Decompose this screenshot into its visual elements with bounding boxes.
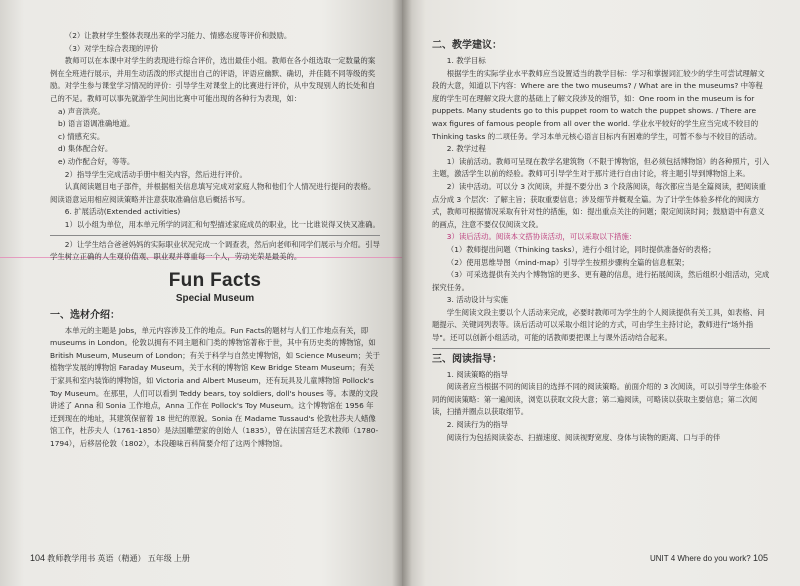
left-page-content xyxy=(50,30,380,451)
section-heading-material: 一、选材介绍： xyxy=(50,309,120,321)
evaluation-paragraph: 教师可以在本课中对学生的表现进行综合评价，选出最佳小组。教师在各小组选取一定数量的案例在全班进行展示，并用生动活泼的形式提出自己的评语，评语应幽默、确切，并佳随不同等级的奖励。对学生参与课堂学习情况的评价：引导学生对课堂上的比赛进行评价，从中发现别人的长处和自己的不足。教师可以事先就游学生间出比赛中可能出现的各种行为表现，如： xyxy=(50,56,376,103)
reading-strategy-heading: 1. 阅读策略的指导 xyxy=(446,369,508,379)
criteria-item: e) 动作配合好，等等。 xyxy=(58,156,135,166)
criteria-item: d) 集体配合好。 xyxy=(58,144,113,154)
evaluation-item-3: （3）对学生综合表现的评价 xyxy=(64,43,159,53)
reading-strategy-paragraph: 阅读者应当根据不同的阅读目的选择不同的阅读策略。前面介绍的 3 次阅读，可以引导学生体验不同的阅读策略：第一遍阅读，浏览以获取文段大意；第二遍阅读，可略读以获取主要信息；第二次阅读，扫描并圈点以获取细节。 xyxy=(432,382,767,417)
post-reading-step: （1）教师提出问题（Thinking tasks），进行小组讨论，同时提供准备好的表格； xyxy=(446,244,716,254)
divider xyxy=(432,348,770,349)
left-page-footer xyxy=(30,552,190,566)
pre-reading-paragraph: 1）读前活动。教师可呈现在教学名建筑物（不限于博物馆，但必须包括博物馆）的各种照片，引入主题，激活学生以前的经验。教师可引导学生对于那片进行自由讨论，将主题引导到博物馆上来。 xyxy=(432,156,770,179)
criteria-item: a) 声音洪亮。 xyxy=(58,106,105,116)
material-intro-paragraph: 本单元的主题是 Jobs，单元内容涉及工作的地点。Fun Facts的题材与人们工作地点有关，即 museums in London。伦敦以拥有不同主题和门类的博物馆著称于世，其中有历史类的博物馆，如 British Museum, Museum of London；有关于科学与自然史博物馆，如 Science Museum；关于植物学发展的博物馆 Faraday Museum，关于水利的博物馆 Kew Bridge Steam Museum；有关于家具和室内装饰的博物馆，如 Victoria and Albert Museum，还有玩具及儿童博物馆 Pollock's Toy Museum。在那里，人们可以看到 Teddy bears, toy soldiers, doll's houses 等。本课的文段讲述了 Anna 和 Sonia 工作地点，Anna 工作在 Pollock's Toy Museum。这个博物馆在 1956 年迁到现在的地址，其建筑保留着 18 世纪的原貌。Sonia 在 Madame Tussaud's 伦敦杜莎夫人蜡像馆工作，杜莎夫人（1761-1850）是法国雕塑家的创始人（1835），曾在法国宫廷艺术教师（1780-1794），后移居伦敦（1802），本段趣味百科简要介绍了这两个博物馆。 xyxy=(50,325,381,449)
reading-behavior-paragraph: 阅读行为包括阅读姿态、扫描速度、阅读视野宽度、身体与读物的距离、口与手的伴 xyxy=(446,432,721,442)
criteria-item: b) 语言语调准确地道。 xyxy=(58,119,135,129)
activity-design-heading: 3. 活动设计与实施 xyxy=(446,295,508,305)
right-page-footer xyxy=(650,552,768,566)
criteria-item: c) 情感充实。 xyxy=(58,131,105,141)
fun-facts-title: Fun Facts xyxy=(168,269,262,291)
post-reading-step: （2）使用思维导图（mind-map）引导学生按照步骤构全篇的信息框架； xyxy=(446,257,689,267)
activity-design-paragraph: 学生阅读文段主要以个人活动来完成，必要时教师可为学生的个人阅读提供有关工具，如表格、问题提示、关键词列表等。读后活动可以采取小组讨论的方式，可由学生主持讨论，教师进行"场外指导"。还可以创新小组活动，可能的话教师要把课上与课外活动结合起来。 xyxy=(432,307,765,343)
reading-task-paragraph: 认真阅读题目电子部件，并根据相关信息填写完成对家庭人物和他们个人情况进行提问的表格。阅读语意运用相应阅读策略并注意获取准确信息后概括书写。 xyxy=(50,182,376,204)
book-gutter-shadow xyxy=(392,0,412,586)
page-number: 104 xyxy=(30,553,46,564)
while-reading-paragraph: 2）读中活动。可以分 3 次阅读，并提不要分出 3 个段落阅读，每次都应当是全篇阅读，把阅读重点分成 3 个层次：了解主旨；获取重要信息；涉及细节并概观全篇。为了计学生体验多样化的阅读方式，教师可根据情况采取有针对性的措施，如：提出重点关注的问题；限定阅读时间；鼓励语中有意义的画点，注意不要仅仅阅读文段。 xyxy=(432,181,766,229)
reading-behavior-heading: 2. 阅读行为的指导 xyxy=(446,420,508,430)
fun-facts-subtitle: Special Museum xyxy=(175,292,255,304)
teaching-process-heading: 2. 教学过程 xyxy=(446,144,486,154)
extended-activity-2: 2）让学生结合爸爸妈妈的实际职业状况完成一个调查表，然后向老师和同学们展示与介绍。引导学生树立正确的人生观价值观、职业观并尊重每一个人，劳动光荣是最美的。 xyxy=(50,239,380,262)
post-reading-step: （3）可采选提供有关内个博物馆的更多、更有趣的信息，进行拓展阅读，然后组织小组活动，完成探究任务。 xyxy=(432,270,770,292)
page-number: 105 xyxy=(752,553,768,564)
section-heading-reading-guide: 三、阅读指导： xyxy=(432,353,502,365)
right-page xyxy=(402,0,800,586)
post-reading-paragraph: 3）读后活动。阅读本文搭协读活动，可以采取以下措施： xyxy=(446,232,637,242)
teaching-goal-paragraph: 根据学生的实际学业水平教师应当设置适当的教学目标：学习和掌握词汇较少的学生可尝试理解文段的大意，知道以下内容：Where are the two museums? / What are in the museums? 中等程度的学生可在理解文段大意的基础上了解文段涉及的细节，如：One room in the museum is for puppets. Many students go to this puppet room to watch the puppet shows. / There are wax figures of famous people from all over the world. 学业水平较好的学生应当完成不较目的 Thinking tasks 的二项任务。学习本单元核心语言目标内有困难的学生，可暂不参与不较目的活动。 xyxy=(432,68,765,141)
right-page-content xyxy=(432,36,770,444)
book-title: 教师教学用书 英语（精通） 五年级 上册 xyxy=(47,554,190,564)
unit-title: UNIT 4 Where do you work? xyxy=(649,554,751,564)
divider xyxy=(50,235,380,236)
evaluation-item-2: （2）让教材学生整体表现出来的学习能力、情感态度等评价和鼓励。 xyxy=(64,31,292,40)
activity-book-guide: 2）指导学生完成活动手册中相关内容，然后进行评价。 xyxy=(64,169,247,179)
section-heading-teaching: 二、教学建议： xyxy=(432,40,502,51)
extended-activities-heading: 6. 扩展活动(Extended activities) xyxy=(64,207,181,217)
teaching-goal-heading: 1. 教学目标 xyxy=(446,56,486,65)
extended-activity-1: 1）以小组为单位，用本单元所学的词汇和句型描述家庭成员的职业，比一比谁说得又快又准确。 xyxy=(64,219,380,229)
